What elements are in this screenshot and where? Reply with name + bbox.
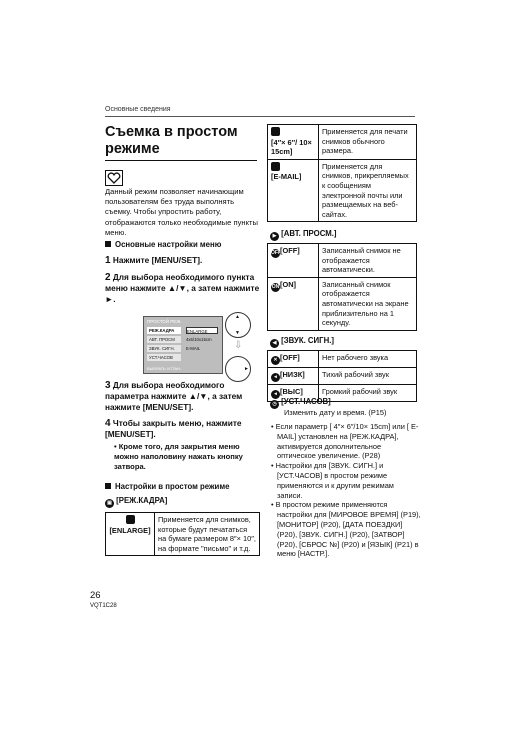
menu-screen-title: ПРОСТОЙ РЕЖ.	[147, 319, 182, 324]
beep-heading-text: [ЗВУК. СИГН.]	[281, 336, 334, 345]
option-key	[268, 125, 319, 160]
page-number: 26	[90, 590, 101, 601]
print-size-icon	[271, 127, 280, 136]
step-number: 2	[105, 272, 111, 283]
pict-mode-heading	[105, 496, 167, 508]
square-bullet-icon	[105, 483, 111, 489]
table-row	[268, 159, 417, 222]
simple-settings-heading	[105, 482, 229, 491]
enlarge-icon	[126, 515, 135, 524]
intro-text: Данный режим позволяет начинающим пользователям без труда выполнять съемку. Чтобы упростить работу, отображаются только необходимые пункты меню.	[105, 187, 258, 237]
pict-mode-table-enlarge	[105, 512, 260, 556]
option-key-text: [E-MAIL]	[271, 172, 302, 182]
step-text: Нажмите [MENU/SET].	[112, 255, 203, 265]
auto-review-table	[267, 243, 417, 331]
auto-review-heading-text: [АВТ. ПРОСМ.]	[281, 229, 337, 238]
menu-screen-illustration	[143, 316, 223, 374]
note-item: • Если параметр [ 4″× 6″/10× 15cm] или [ E-MAIL] установлен на [РЕЖ.КАДРА], активируется дополнительное оптическое увеличение. (P28)	[271, 422, 419, 461]
option-desc: Записанный снимок отображается автоматически на экране приблизительно на 1 секунду.	[319, 277, 417, 330]
option-key-text: [ON]	[280, 279, 297, 289]
option-key-text: [ВЫС]	[280, 387, 303, 396]
option-key	[268, 351, 319, 368]
option-key	[268, 244, 319, 278]
clock-heading-text: [УСТ.ЧАСОВ]	[281, 397, 331, 406]
speaker-icon: ◀	[270, 339, 279, 348]
beep-off-icon: ✕	[271, 356, 280, 365]
section-label: Основные сведения	[105, 106, 171, 113]
option-desc: Нет рабочего звука	[319, 351, 417, 368]
option-desc: Записанный снимок не отображается автоматически.	[319, 244, 417, 278]
option-key	[268, 277, 319, 330]
dpad-up-down-icon: ▲ ▼	[225, 312, 251, 338]
step-text: Для выбора необходимого параметра нажмите ▲/▼, а затем нажмите [MENU/SET].	[105, 380, 243, 412]
step-number: 3	[105, 380, 111, 391]
table-row	[268, 368, 417, 385]
auto-review-icon: ▶	[270, 232, 279, 241]
beep-table	[267, 350, 417, 402]
notes	[271, 422, 421, 559]
simple-mode-heart-icon	[105, 170, 123, 186]
clock-desc: Изменить дату и время. (P15)	[284, 408, 387, 417]
option-key	[268, 159, 319, 222]
dpad-right-icon: ►	[225, 356, 251, 382]
option-key	[268, 368, 319, 385]
menu-value: 4x6/10x15cm	[186, 337, 212, 342]
option-desc: Тихий рабочий звук	[319, 368, 417, 385]
review-on-icon: ON	[271, 283, 280, 290]
beep-heading	[270, 336, 334, 348]
arrow-down-icon: ⇩	[234, 340, 243, 351]
document-code: VQT1C28	[90, 603, 117, 609]
option-desc: Громкий рабочий звук	[319, 385, 417, 402]
clock-icon: ◷	[270, 400, 279, 409]
menu-row: РЕЖ.КАДРА	[147, 327, 181, 334]
option-key-text: [OFF]	[280, 246, 300, 255]
option-key-text: [ENLARGE]	[109, 525, 151, 535]
menu-row: ЗВУК. СИГН.	[147, 345, 181, 352]
review-off-icon: OFF	[271, 250, 281, 256]
simple-settings-heading-text: Настройки в простом режиме	[115, 482, 230, 491]
step-3	[105, 380, 265, 413]
beep-low-icon: ◂	[271, 373, 280, 382]
step-4	[105, 418, 265, 440]
option-desc: Применяется для снимков, прикрепляемых к сообщениям электронной почты или размещаемых на веб-сайтах.	[319, 159, 417, 222]
note-item: • Настройки для [ЗВУК. СИГН.] и [УСТ.ЧАСОВ] в простом режиме применяются и к другим режимам записи.	[271, 461, 394, 500]
pict-mode-icon: ▣	[105, 499, 114, 508]
step-2	[105, 272, 260, 305]
option-desc: Применяется для печати снимков обычного размера.	[319, 125, 417, 160]
step-1	[105, 255, 260, 266]
page-title: Съемка в простом режиме	[105, 124, 238, 157]
option-key	[106, 513, 155, 556]
menu-row: АВТ. ПРОСМ	[147, 336, 181, 343]
table-row	[106, 513, 260, 556]
option-key-text: [4″× 6″/ 10× 15cm]	[271, 137, 312, 157]
beep-high-icon: ◂	[271, 390, 280, 399]
table-row	[268, 244, 417, 278]
menu-value: ENLARGE	[186, 327, 218, 334]
step-text: Для выбора необходимого пункта меню нажмите ▲/▼, а затем нажмите ►.	[105, 272, 260, 304]
step-4-note: • Кроме того, для закрытия меню можно наполовину нажать кнопку затвора.	[114, 442, 243, 471]
email-icon	[271, 162, 280, 171]
auto-review-heading	[270, 229, 337, 241]
table-row	[268, 351, 417, 368]
menu-value: E-MAIL	[186, 346, 201, 351]
menu-screen-footer: ВЫБРАТЬ УСТАН.	[147, 366, 182, 371]
note-item: • В простом режиме применяются настройки для [МИРОВОЕ ВРЕМЯ] (P19), [МОНИТОР] (P20), [ДАТА ПОЕЗДКИ] (P20), [ЗВУК. СИГН.] (P20), [ЗАТВОР] (P20), [СБРОС №] (P20) и [ЯЗЫК] (P21) в меню [НАСТР.].	[271, 500, 421, 559]
basic-settings-heading-text: Основные настройки меню	[115, 240, 222, 249]
step-number: 4	[105, 418, 111, 429]
step-number: 1	[105, 255, 111, 266]
basic-settings-heading	[105, 240, 221, 249]
header-divider	[105, 116, 415, 117]
table-row	[268, 277, 417, 330]
option-key-text: [OFF]	[280, 353, 300, 362]
table-row	[268, 125, 417, 160]
pict-mode-table-cont	[267, 124, 417, 222]
title-divider	[105, 160, 257, 161]
step-text: Чтобы закрыть меню, нажмите [MENU/SET].	[105, 418, 242, 439]
menu-row: УСТ.ЧАСОВ	[147, 354, 181, 361]
option-key-text: [НИЗК]	[280, 370, 305, 379]
square-bullet-icon	[105, 241, 111, 247]
option-desc: Применяется для снимков, которые будут печататься на бумаге размером 8″× 10″, на формате "письмо" и т.д.	[155, 513, 260, 556]
pict-mode-heading-text: [РЕЖ.КАДРА]	[116, 496, 168, 505]
